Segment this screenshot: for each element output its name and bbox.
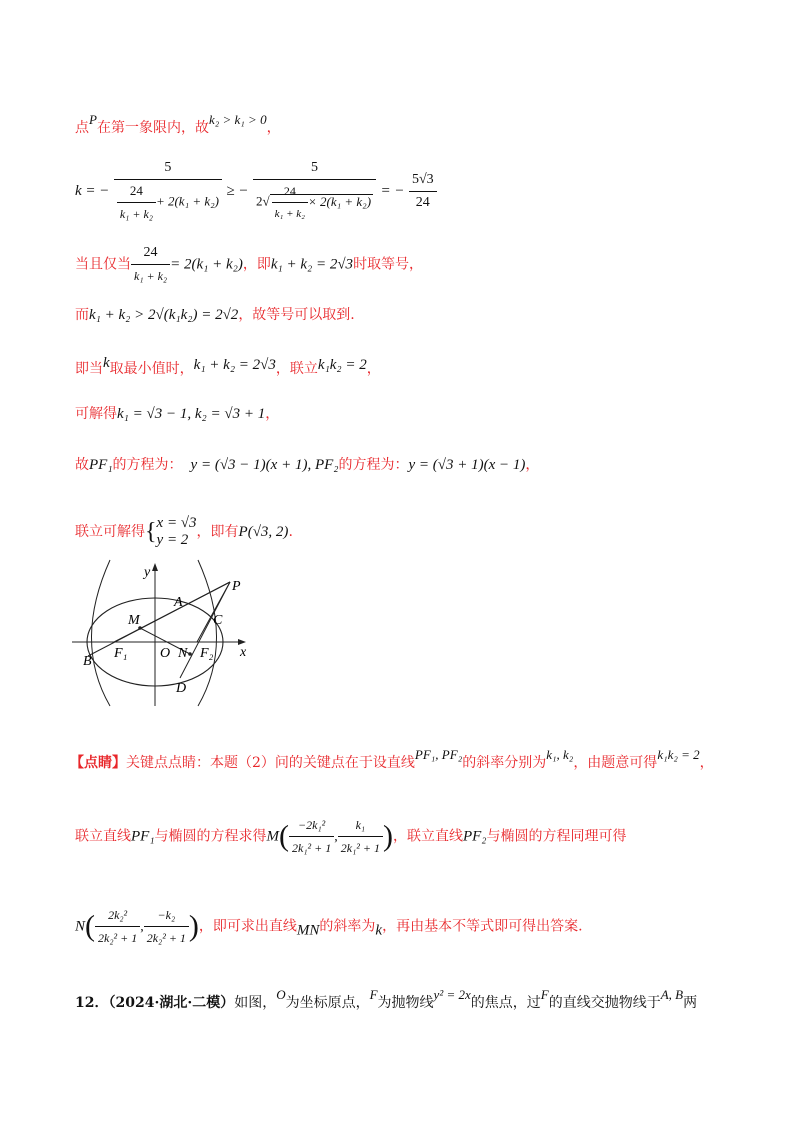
denominator: 2√ $\frac{24}{\text{k₁ + k₂}}$ × 2(k₁ + k₂) (253, 180, 376, 224)
label-y: y (144, 565, 151, 580)
label-M: M (128, 613, 140, 628)
text: 而 (75, 307, 89, 323)
label-D: D (176, 681, 187, 696)
math-var: k (103, 355, 110, 371)
math-expr: k₂ > k₁ > 0 (208, 112, 267, 127)
numerator: 24 (117, 181, 156, 203)
math-expr: k₁ + k₂ > 2√(k₁k₂) = 2√2 (89, 307, 239, 323)
math-expr: ≥ − (226, 183, 249, 199)
text: ，即 (242, 256, 271, 273)
label-P: P (232, 579, 241, 594)
math-expr: PF₁, PF₂ (414, 747, 463, 762)
math-var: MN (296, 922, 320, 939)
denominator (114, 180, 222, 224)
text: 取最小值时， (109, 361, 194, 377)
math-var: PF₁ (131, 828, 155, 845)
math-var: PF₁ (89, 457, 113, 473)
math-expr: P(√3, 2) (238, 524, 289, 540)
math-var: k (375, 922, 383, 939)
denominator: k₁ + k₂ (274, 208, 305, 220)
point-N (188, 652, 192, 656)
math-var: F (540, 987, 549, 1002)
numerator: 24 (131, 243, 170, 265)
numerator: k₁ (338, 815, 383, 837)
text: ，即可求出直线 (198, 918, 297, 935)
text: ， (266, 120, 281, 136)
numerator: −2k₁² (289, 815, 334, 837)
math-expr: k = − (75, 183, 110, 199)
text: ， (366, 361, 381, 377)
math-expr: k₁ = √3 − 1, k₂ = √3 + 1 (117, 406, 266, 422)
fraction (289, 815, 334, 858)
numerator: 5√3 (409, 170, 437, 192)
text-line-7 (75, 455, 539, 475)
text: 如图， (234, 995, 277, 1011)
text: 的焦点，过 (470, 995, 541, 1011)
text: 的方程为： (338, 457, 409, 473)
comment-line-2: 联立直线PF₁与椭圆的方程求得M( $\frac{\text{−2k₁²}}{\text{2k₁² + 1}}$ , $\frac{\text{k₁}}{\text{2k₁² + 1}}$ )，联立直线PF₂与椭圆的方程同理可得 (75, 815, 627, 858)
equation: x = √3 (156, 515, 197, 531)
text: 故 (75, 457, 89, 473)
text: ，联立直线 (392, 828, 463, 845)
text: 两 (683, 995, 698, 1011)
text: ，由题意可得 (573, 755, 658, 771)
fraction (144, 905, 189, 948)
denominator: k₁ + k₂ (134, 269, 168, 283)
fraction (117, 181, 156, 224)
comment-line-3: N( $\frac{\text{2k₂²}}{\text{2k₂² + 1}}$ , $\frac{\text{−k₂}}{\text{2k₂² + 1}}$ )，即可求出直线MN的斜率为k，再由基本不等式即可得出答案. (75, 905, 583, 948)
label-F1: F₁ (114, 646, 128, 661)
text: 当且仅当 (75, 256, 131, 273)
text: 在第一象限内，故 (96, 120, 209, 136)
numerator: 24 (272, 181, 308, 203)
text: 即当 (75, 361, 103, 377)
text: 与椭圆的方程同理可得 (486, 828, 627, 845)
numerator: 5 (253, 158, 376, 180)
text-line-5 (75, 353, 381, 379)
denominator: 2k₁² + 1 (292, 841, 332, 855)
text: 时取等号， (353, 256, 424, 273)
text: 联立可解得 (75, 524, 145, 540)
text: 的方程为： (112, 457, 183, 473)
math-var: M (266, 828, 280, 845)
text: 为坐标原点， (285, 995, 370, 1011)
denominator: k₁ + k₂ (119, 207, 153, 221)
denominator: 2k₂² + 1 (98, 931, 138, 945)
fraction (95, 905, 140, 948)
label-N: N (178, 646, 188, 661)
comment-line-1 (70, 745, 714, 773)
text: ，联立 (275, 361, 318, 377)
math-expr: = − (380, 183, 405, 199)
ellipse-figure (70, 558, 260, 708)
text: ，再由基本不等式即可得出答案. (382, 918, 583, 935)
label-B: B (83, 654, 92, 669)
fraction (131, 243, 170, 286)
numerator: −k₂ (144, 905, 189, 927)
text: 可解得 (75, 406, 117, 422)
math-expr: y = (√3 + 1)(x − 1) (408, 457, 526, 473)
math-var: N (75, 918, 86, 935)
math-var: F (369, 987, 378, 1002)
problem-number: 12．（2024·湖北·二模） (75, 995, 235, 1011)
text: ，即有 (196, 524, 239, 540)
text: 的斜率分别为 (462, 755, 547, 771)
text: 与椭圆的方程求得 (154, 828, 267, 845)
comment-tag: 【点睛】 (70, 755, 126, 771)
math-expr: A, B (660, 987, 684, 1002)
formula-line-2 (75, 158, 437, 224)
math-var: O (276, 987, 286, 1002)
label-C: C (213, 613, 223, 628)
denominator: 24 (415, 194, 430, 210)
math-var: P (89, 112, 97, 127)
text-line-3 (75, 243, 423, 286)
equation: y = 2 (156, 532, 189, 548)
text: ， (699, 755, 714, 771)
numerator: 2k₂² (95, 905, 140, 927)
text: 的斜率为 (319, 918, 376, 935)
text-line-4 (75, 305, 355, 325)
math-expr: k₁k₂ = 2 (657, 747, 700, 762)
equation-system (157, 515, 197, 549)
math-expr: k₁, k₂ (546, 747, 574, 762)
fraction (272, 181, 308, 224)
denominator: 2k₁² + 1 (340, 841, 380, 855)
numerator: 5 (114, 158, 222, 180)
fraction (409, 170, 437, 213)
math-expr: × 2(k₁ + k₂) (308, 193, 372, 209)
math-expr: = 2(k₁ + k₂) (170, 256, 243, 273)
label-x: x (240, 645, 247, 660)
text-line-6 (75, 404, 279, 424)
math-expr: k₁ + k₂ = 2√3 (193, 357, 276, 373)
problem-12-line (75, 985, 697, 1013)
coefficient: 2 (256, 193, 263, 209)
denominator: 2k₂² + 1 (146, 931, 186, 945)
math-expr: k₁k₂ = 2 (317, 357, 367, 373)
hyperbola-left-branch (92, 560, 111, 706)
math-expr: k₁ + k₂ = 2√3 (270, 256, 354, 273)
fraction (338, 815, 383, 858)
label-F2: F₂ (200, 646, 214, 661)
text: 关键点点睛：本题（2）问的关键点在于设直线 (126, 755, 415, 771)
math-var: PF₂ (462, 828, 487, 845)
math-expr: y = (√3 − 1)(x + 1), PF₂ (190, 457, 339, 473)
math-expr: y² = 2x (433, 987, 471, 1002)
fraction (114, 158, 222, 224)
text: ，故等号可以取到. (238, 307, 355, 323)
text: 点 (75, 120, 89, 136)
text: . (288, 524, 293, 540)
label-O: O (160, 646, 171, 661)
text: 的直线交抛物线于 (548, 995, 661, 1011)
hyperbola-right-branch (198, 560, 217, 706)
text-line-1 (75, 110, 281, 138)
text-line-8: 联立可解得{ x = √3 y = 2 ，即有P(√3, 2). (75, 515, 293, 548)
label-A: A (174, 595, 183, 610)
text: ， (265, 406, 280, 422)
text: 联立直线 (75, 828, 131, 845)
line-PF1 (114, 582, 230, 642)
text: ， (525, 457, 540, 473)
fraction (253, 158, 376, 224)
text: 为抛物线 (377, 995, 434, 1011)
math-expr: + 2(k₁ + k₂) (155, 193, 219, 209)
y-axis-arrow (152, 563, 158, 571)
